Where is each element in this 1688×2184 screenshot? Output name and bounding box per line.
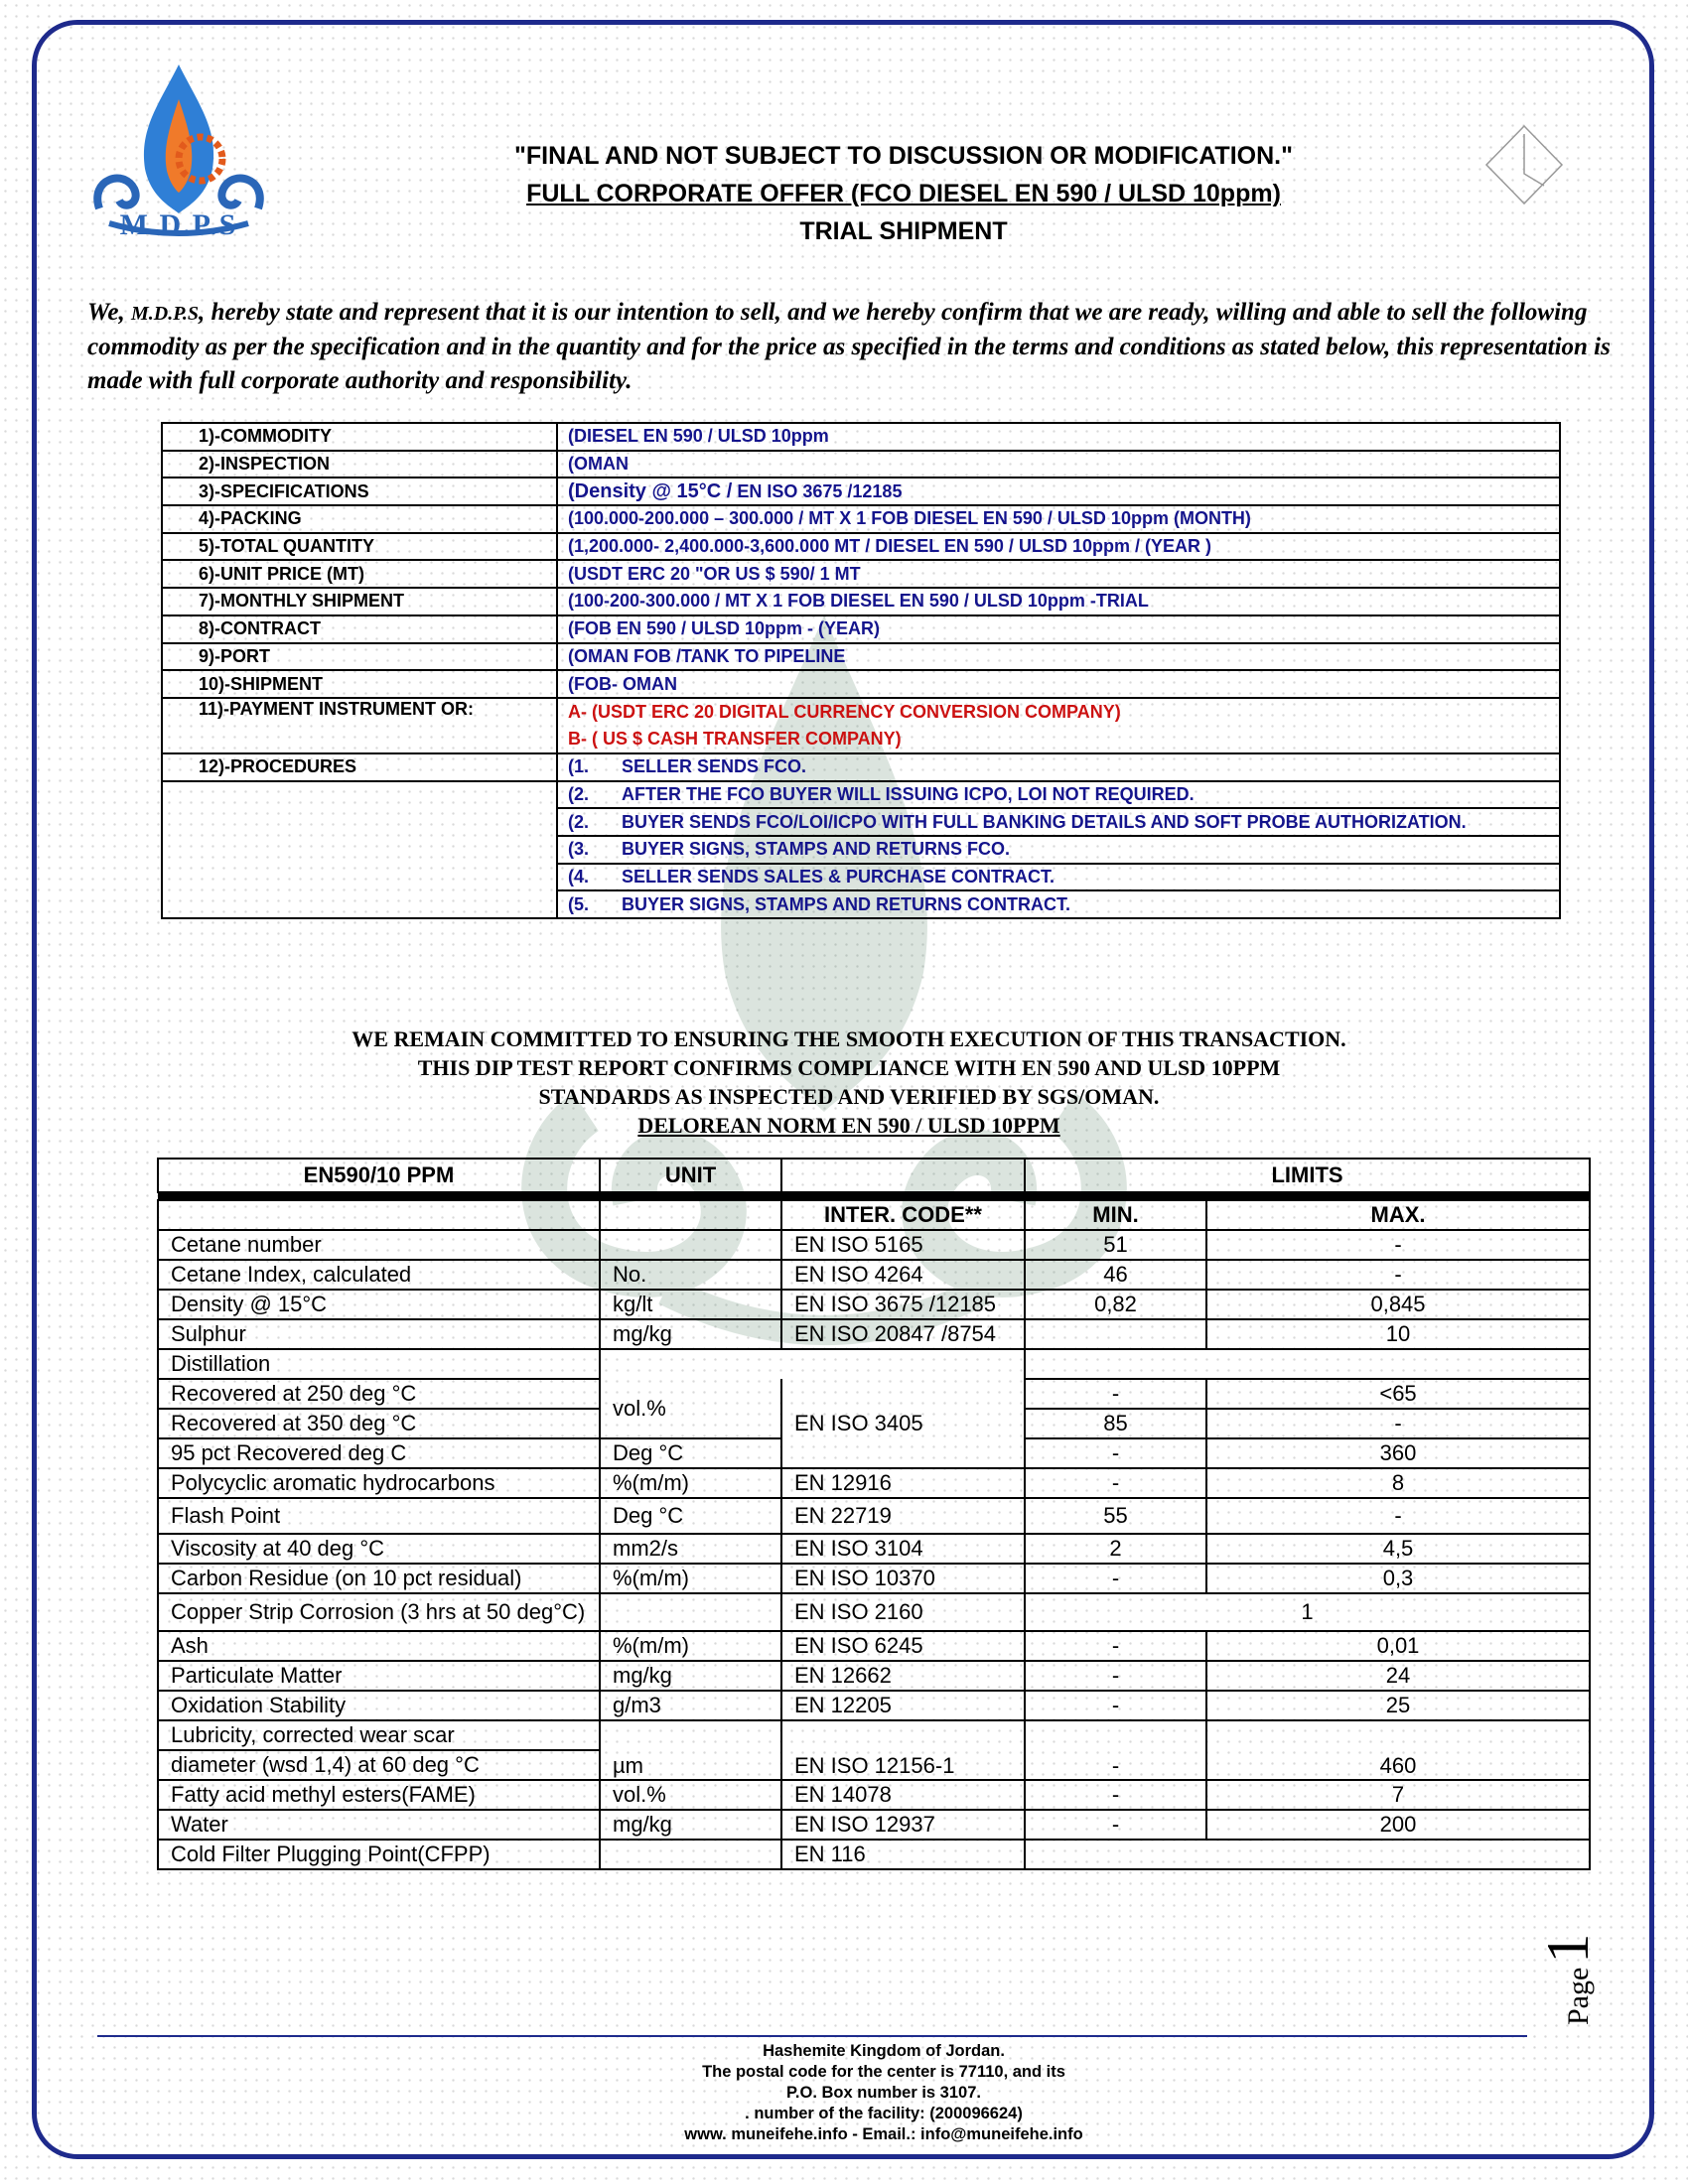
spec-unit: %(m/m)	[600, 1564, 781, 1593]
terms-row	[162, 423, 1560, 451]
spec-min: 85	[1025, 1409, 1206, 1438]
spec-min: -	[1025, 1564, 1206, 1593]
spec-row	[158, 1379, 1590, 1409]
procedure-text: BUYER SIGNS, STAMPS AND RETURNS FCO.	[622, 839, 1011, 860]
spec-code: EN ISO 10370	[781, 1564, 1025, 1593]
header-unit: UNIT	[600, 1159, 781, 1192]
spec-row	[158, 1720, 1590, 1750]
spec-row	[158, 1780, 1590, 1810]
spec-unit: Deg °C	[600, 1498, 781, 1534]
empty-key-cell	[162, 808, 557, 836]
spec-max: 4,5	[1206, 1534, 1590, 1564]
spec-unit: mm2/s	[600, 1534, 781, 1564]
spec-code: EN ISO 12156-1	[781, 1720, 1025, 1780]
empty-key-cell	[162, 864, 557, 891]
term-key: 5)-TOTAL QUANTITY	[162, 533, 557, 561]
term-value: (FOB EN 590 / ULSD 10ppm - (YEAR)	[557, 615, 1560, 643]
spec-row	[158, 1564, 1590, 1593]
spec-min: 0,82	[1025, 1290, 1206, 1319]
spec-max: -	[1206, 1498, 1590, 1534]
spec-min: -	[1025, 1691, 1206, 1720]
spec-row	[158, 1840, 1590, 1869]
spec-row	[158, 1810, 1590, 1840]
spec-row	[158, 1661, 1590, 1691]
spec-max: 7	[1206, 1780, 1590, 1810]
spec-param: Flash Point	[158, 1498, 600, 1534]
spec-param: 95 pct Recovered deg C	[158, 1438, 600, 1468]
procedure-step	[557, 890, 1560, 918]
footer-postal-code: The postal code for the center is 77110, and its	[702, 2063, 1065, 2081]
term-key: 11)-PAYMENT INSTRUMENT OR:	[162, 698, 557, 753]
term-key: 10)-SHIPMENT	[162, 670, 557, 698]
terms-row	[162, 560, 1560, 588]
procedure-step	[557, 836, 1560, 864]
term-key: 7)-MONTHLY SHIPMENT	[162, 588, 557, 615]
procedure-text: SELLER SENDS FCO.	[622, 756, 807, 777]
footer-country: Hashemite Kingdom of Jordan.	[763, 2042, 1005, 2060]
procedure-text: BUYER SENDS FCO/LOI/ICPO WITH FULL BANKING DETAILS AND SOFT PROBE AUTHORIZATION.	[622, 811, 1467, 832]
empty-key-cell	[162, 781, 557, 809]
term-value-density: (Density @ 15°C /	[568, 479, 733, 502]
spec-max: 360	[1206, 1438, 1590, 1468]
terms-table	[161, 422, 1561, 919]
spec-min: -	[1025, 1631, 1206, 1661]
spec-unit	[600, 1230, 781, 1260]
footer-facility-number: . number of the facility: (200096624)	[745, 2105, 1023, 2122]
header-code: INTER. CODE**	[781, 1200, 1025, 1230]
term-key: 6)-UNIT PRICE (MT)	[162, 560, 557, 588]
payment-option-a: A- (USDT ERC 20 DIGITAL CURRENCY CONVERSION COMPANY)	[568, 701, 1121, 722]
term-value: (OMAN FOB /TANK TO PIPELINE	[557, 643, 1560, 671]
spec-unit: Deg °C	[600, 1438, 781, 1468]
intro-text-2: and we hereby confirm that we are ready, willing and able to sell the following commodity as per the specification and in the quantity and for the price as specified in the terms and conditions as stated below, this representation is made with full corporate authority and responsibility.	[87, 299, 1611, 394]
spec-param: Ash	[158, 1631, 600, 1661]
spec-min: -	[1025, 1468, 1206, 1498]
spec-max: 0,01	[1206, 1631, 1590, 1661]
header-line-offer: FULL CORPORATE OFFER (FCO DIESEL EN 590 / ULSD 10ppm)	[526, 180, 1281, 207]
intro-paragraph	[87, 296, 1636, 398]
procedure-text: BUYER SIGNS, STAMPS AND RETURNS CONTRACT.	[622, 893, 1071, 914]
procedure-step	[557, 864, 1560, 891]
spec-row	[158, 1593, 1590, 1631]
footer-po-box: P.O. Box number is 3107.	[786, 2084, 981, 2102]
spec-param: Water	[158, 1810, 600, 1840]
intro-lead: We,	[87, 299, 125, 326]
commitment-line-3: STANDARDS AS INSPECTED AND VERIFIED BY SGS/OMAN.	[538, 1084, 1160, 1109]
spec-param: Carbon Residue (on 10 pct residual)	[158, 1564, 600, 1593]
spec-min: 2	[1025, 1534, 1206, 1564]
term-value-standard: EN ISO 3675 /12185	[737, 480, 903, 501]
spec-code: EN ISO 6245	[781, 1631, 1025, 1661]
term-key: 4)-PACKING	[162, 505, 557, 533]
spec-min	[1025, 1319, 1206, 1349]
spec-param: Oxidation Stability	[158, 1691, 600, 1720]
commitment-line-1: WE REMAIN COMMITTED TO ENSURING THE SMOOTH EXECUTION OF THIS TRANSACTION.	[352, 1026, 1346, 1051]
terms-row	[162, 451, 1560, 478]
empty-key-cell	[162, 890, 557, 918]
term-value: (OMAN	[557, 451, 1560, 478]
commitment-norm-title: DELOREAN NORM EN 590 / ULSD 10PPM	[637, 1113, 1060, 1138]
spec-max: 24	[1206, 1661, 1590, 1691]
spec-param: Copper Strip Corrosion (3 hrs at 50 deg°C)	[158, 1593, 600, 1631]
term-key: 1)-COMMODITY	[162, 423, 557, 451]
spec-unit	[600, 1593, 781, 1631]
spec-max: 8	[1206, 1468, 1590, 1498]
procedure-row	[162, 808, 1560, 836]
procedure-row	[162, 836, 1560, 864]
spec-header-row	[158, 1159, 1590, 1192]
spec-min: -	[1025, 1810, 1206, 1840]
specification-table	[157, 1158, 1591, 1870]
spec-unit: No.	[600, 1260, 781, 1290]
terms-row	[162, 615, 1560, 643]
terms-row	[162, 643, 1560, 671]
spec-min: -	[1025, 1379, 1206, 1409]
spec-blank	[1025, 1349, 1590, 1379]
terms-row	[162, 533, 1560, 561]
spec-unit: mg/kg	[600, 1810, 781, 1840]
commitment-statement	[238, 1024, 1460, 1140]
spec-param: Recovered at 250 deg °C	[158, 1379, 600, 1409]
spec-param: Viscosity at 40 deg °C	[158, 1534, 600, 1564]
spec-max: 460	[1206, 1720, 1590, 1780]
spec-max: -	[1206, 1260, 1590, 1290]
spec-code: EN 12662	[781, 1661, 1025, 1691]
spec-param: Polycyclic aromatic hydrocarbons	[158, 1468, 600, 1498]
spec-min: 51	[1025, 1230, 1206, 1260]
spec-param: Distillation	[158, 1349, 600, 1379]
procedure-text: SELLER SENDS SALES & PURCHASE CONTRACT.	[622, 866, 1055, 887]
header-line-trial: TRIAL SHIPMENT	[799, 217, 1008, 245]
procedure-num: (1.	[568, 756, 590, 777]
spec-min: -	[1025, 1780, 1206, 1810]
spec-unit: mg/kg	[600, 1319, 781, 1349]
subheader-blank	[600, 1200, 781, 1230]
company-logo-text: M.D.P.S	[119, 208, 238, 241]
spec-max: 10	[1206, 1319, 1590, 1349]
spec-code: EN ISO 5165	[781, 1230, 1025, 1260]
header-divider	[158, 1192, 1590, 1200]
spec-unit: vol.%	[600, 1379, 781, 1438]
spec-min: 46	[1025, 1260, 1206, 1290]
page-label: Page	[1562, 1967, 1595, 2025]
spec-row	[158, 1631, 1590, 1661]
spec-row	[158, 1319, 1590, 1349]
term-value: (FOB- OMAN	[557, 670, 1560, 698]
spec-blank	[600, 1349, 1025, 1379]
procedure-num: (5.	[568, 893, 590, 914]
spec-row	[158, 1349, 1590, 1379]
term-key: 9)-PORT	[162, 643, 557, 671]
spec-min: 55	[1025, 1498, 1206, 1534]
spec-param: Cetane number	[158, 1230, 600, 1260]
spec-unit: µm	[600, 1720, 781, 1780]
procedure-num: (2.	[568, 783, 590, 804]
intro-company: M.D.P.S	[130, 303, 199, 325]
empty-key-cell	[162, 836, 557, 864]
header-limits: LIMITS	[1025, 1159, 1590, 1192]
spec-code: EN ISO 3104	[781, 1534, 1025, 1564]
spec-code: EN ISO 2160	[781, 1593, 1025, 1631]
payment-option-b: B- ( US $ CASH TRANSFER COMPANY)	[568, 728, 902, 749]
spec-param: Sulphur	[158, 1319, 600, 1349]
spec-unit: g/m3	[600, 1691, 781, 1720]
term-value: (100-200-300.000 / MT X 1 FOB DIESEL EN 590 / ULSD 10ppm -TRIAL	[557, 588, 1560, 615]
spec-min: -	[1025, 1438, 1206, 1468]
procedure-num: (3.	[568, 839, 590, 860]
procedure-num: (4.	[568, 866, 590, 887]
spec-unit: %(m/m)	[600, 1468, 781, 1498]
term-value: (DIESEL EN 590 / ULSD 10ppm	[557, 423, 1560, 451]
spec-code: EN ISO 20847 /8754	[781, 1319, 1025, 1349]
header-min: MIN.	[1025, 1200, 1206, 1230]
terms-row	[162, 588, 1560, 615]
spec-max: -	[1206, 1409, 1590, 1438]
spec-param: diameter (wsd 1,4) at 60 deg °C	[158, 1750, 600, 1780]
spec-min: -	[1025, 1661, 1206, 1691]
procedure-step	[557, 808, 1560, 836]
spec-max: 200	[1206, 1810, 1590, 1840]
spec-code: EN 22719	[781, 1498, 1025, 1534]
spec-unit: mg/kg	[600, 1661, 781, 1691]
intro-text-1: , hereby state and represent that it is our intention to sell,	[198, 299, 781, 326]
spec-unit: %(m/m)	[600, 1631, 781, 1661]
term-key: 8)-CONTRACT	[162, 615, 557, 643]
term-value: (1,200.000- 2,400.000-3,600.000 MT / DIESEL EN 590 / ULSD 10ppm / (YEAR )	[557, 533, 1560, 561]
footer-contact: www. muneifehe.info - Email.: info@muneifehe.info	[684, 2125, 1083, 2143]
spec-unit: vol.%	[600, 1780, 781, 1810]
divider-cell	[158, 1192, 1590, 1200]
spec-row	[158, 1498, 1590, 1534]
spec-code: EN 116	[781, 1840, 1025, 1869]
procedure-text: AFTER THE FCO BUYER WILL ISSUING ICPO, LOI NOT REQUIRED.	[622, 783, 1195, 804]
terms-row	[162, 670, 1560, 698]
header-line-final: "FINAL AND NOT SUBJECT TO DISCUSSION OR MODIFICATION."	[514, 142, 1293, 170]
procedure-row	[162, 781, 1560, 809]
commitment-line-2: THIS DIP TEST REPORT CONFIRMS COMPLIANCE WITH EN 590 AND ULSD 10PPM	[417, 1055, 1281, 1080]
spec-max: 25	[1206, 1691, 1590, 1720]
footer-divider	[97, 2035, 1527, 2037]
spec-param: Recovered at 350 deg °C	[158, 1409, 600, 1438]
spec-code: EN 12205	[781, 1691, 1025, 1720]
term-value: (USDT ERC 20 "OR US $ 590/ 1 MT	[557, 560, 1560, 588]
spec-code: EN ISO 3675 /12185	[781, 1290, 1025, 1319]
procedure-row	[162, 864, 1560, 891]
procedure-step	[557, 781, 1560, 809]
spec-code: EN 12916	[781, 1468, 1025, 1498]
spec-code: EN ISO 12937	[781, 1810, 1025, 1840]
spec-min: -	[1025, 1720, 1206, 1780]
spec-limit-blank	[1025, 1840, 1590, 1869]
procedures-key: 12)-PROCEDURES	[162, 753, 557, 781]
spec-max: -	[1206, 1230, 1590, 1260]
term-key: 2)-INSPECTION	[162, 451, 557, 478]
terms-row	[162, 505, 1560, 533]
spec-max: 0,845	[1206, 1290, 1590, 1319]
header-max: MAX.	[1206, 1200, 1590, 1230]
term-value	[557, 478, 1560, 505]
procedure-row	[162, 753, 1560, 781]
procedure-row	[162, 890, 1560, 918]
term-value: (100.000-200.000 – 300.000 / MT X 1 FOB DIESEL EN 590 / ULSD 10ppm (MONTH)	[557, 505, 1560, 533]
spec-param: Density @ 15°C	[158, 1290, 600, 1319]
term-key: 3)-SPECIFICATIONS	[162, 478, 557, 505]
spec-row	[158, 1691, 1590, 1720]
page-number-value: 1	[1535, 1933, 1601, 1964]
footer-address	[556, 2041, 1211, 2145]
term-value-payment	[557, 698, 1560, 753]
spec-param: Particulate Matter	[158, 1661, 600, 1691]
spec-row	[158, 1534, 1590, 1564]
spec-code: EN ISO 4264	[781, 1260, 1025, 1290]
spec-param: Cetane Index, calculated	[158, 1260, 600, 1290]
header-blank	[781, 1159, 1025, 1192]
spec-row	[158, 1468, 1590, 1498]
spec-subheader-row	[158, 1200, 1590, 1230]
spec-param: Fatty acid methyl esters(FAME)	[158, 1780, 600, 1810]
spec-row	[158, 1290, 1590, 1319]
subheader-blank	[158, 1200, 600, 1230]
spec-param: Cold Filter Plugging Point(CFPP)	[158, 1840, 600, 1869]
page-number	[1534, 1856, 1604, 2025]
spec-row	[158, 1260, 1590, 1290]
document-header	[298, 137, 1509, 250]
procedure-step	[557, 753, 1560, 781]
terms-row	[162, 478, 1560, 505]
spec-max: <65	[1206, 1379, 1590, 1409]
procedure-num: (2.	[568, 811, 590, 832]
spec-unit	[600, 1840, 781, 1869]
spec-param: Lubricity, corrected wear scar	[158, 1720, 600, 1750]
spec-unit: kg/lt	[600, 1290, 781, 1319]
spec-code: EN 14078	[781, 1780, 1025, 1810]
spec-code: EN ISO 3405	[781, 1379, 1025, 1468]
spec-row	[158, 1230, 1590, 1260]
spec-limit: 1	[1025, 1593, 1590, 1631]
spec-max: 0,3	[1206, 1564, 1590, 1593]
header-param: EN590/10 PPM	[158, 1159, 600, 1192]
terms-row	[162, 698, 1560, 753]
